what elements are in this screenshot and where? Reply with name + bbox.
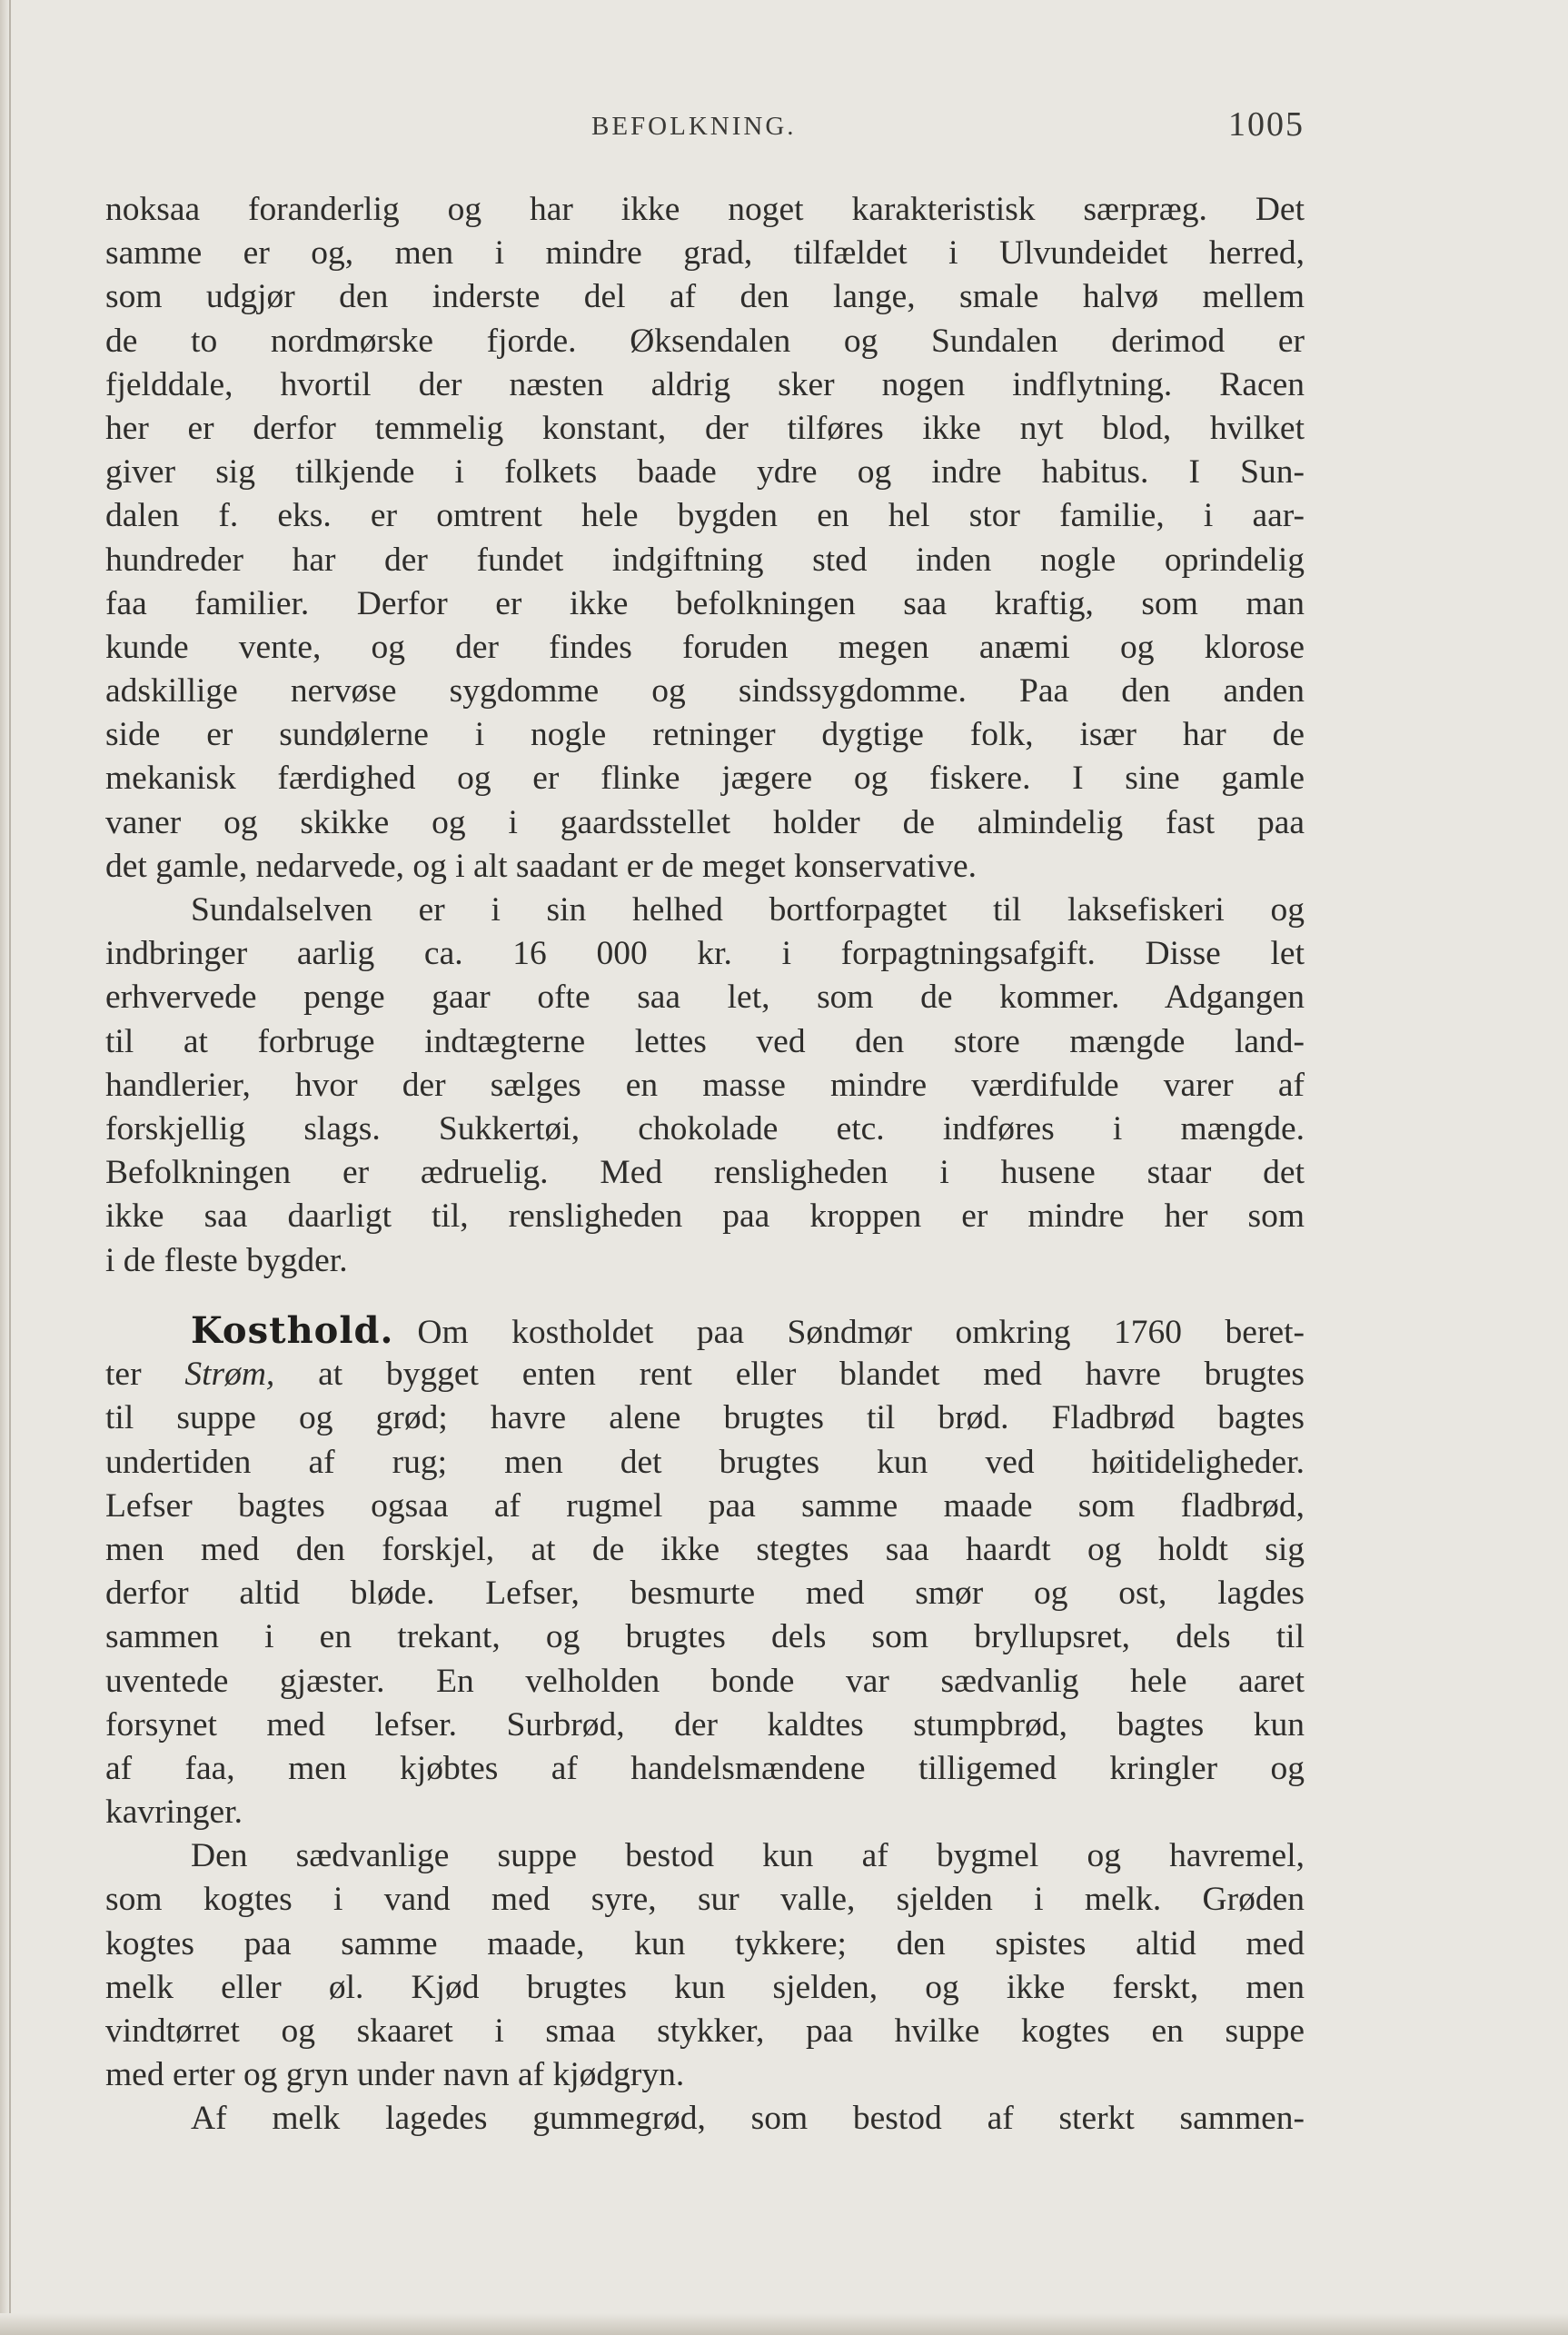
text-line: uventede gjæster. En velholden bonde var sædvanlig hele aaret	[105, 1662, 1305, 1700]
text-line: som kogtes i vand med syre, sur valle, sjelden i melk. Grøden	[105, 1881, 1305, 1919]
text-line: til suppe og grød; havre alene brugtes til brød. Fladbrød bagtes	[105, 1399, 1305, 1437]
text-line: hundreder har der fundet indgiftning sted inden nogle oprindelig	[105, 541, 1305, 579]
page-bottom-shadow	[0, 2313, 1568, 2335]
text-line: det gamle, nedarvede, og i alt saadant er de meget konservative.	[105, 847, 977, 885]
text-line: forsynet med lefser. Surbrød, der kaldtes stumpbrød, bagtes kun	[105, 1705, 1305, 1744]
text-line: melk eller øl. Kjød brugtes kun sjelden, og ikke ferskt, men	[105, 1968, 1305, 2006]
text-line: side er sundølerne i nogle retninger dygtige folk, især har de	[105, 716, 1305, 754]
text-line: undertiden af rug; men det brugtes kun ved høitideligheder.	[105, 1443, 1305, 1481]
text-line: indbringer aarlig ca. 16 000 kr. i forpagtningsafgift. Disse let	[105, 935, 1305, 973]
text-line: kunde vente, og der findes foruden megen anæmi og klorose	[105, 628, 1305, 666]
text-line: vindtørret og skaaret i smaa stykker, paa hvilke kogtes en suppe	[105, 2012, 1305, 2050]
text-line: fjelddale, hvortil der næsten aldrig sker nogen indflytning. Racen	[105, 365, 1305, 403]
author-name-strom: Strøm,	[184, 1356, 275, 1394]
section-kosthold-text	[105, 1309, 1305, 2141]
header-title: BEFOLKNING.	[591, 112, 797, 141]
page-edge-left	[0, 0, 9, 2335]
text-line: i de fleste bygder.	[105, 1241, 348, 1279]
section-befolkning-text	[105, 188, 1305, 1283]
running-header	[105, 104, 1305, 159]
text-line: men med den forskjel, at de ikke stegtes saa haardt og holdt sig	[105, 1530, 1305, 1568]
text-line: giver sig tilkjende i folkets baade ydre og indre habitus. I Sun-	[105, 453, 1305, 492]
text-line: Befolkningen er ædruelig. Med rensligheden i husene staar det	[105, 1154, 1305, 1192]
text-line: ikke saa daarligt til, rensligheden paa kroppen er mindre her som	[105, 1197, 1305, 1236]
text-line: forskjellig slags. Sukkertøi, chokolade etc. indføres i mængde.	[105, 1109, 1305, 1148]
text-line: Af melk lagedes gummegrød, som bestod af sterkt sammen-	[191, 2100, 1305, 2138]
kosthold-second-line	[105, 1353, 1305, 1396]
text-line: Sundalselven er i sin helhed bortforpagtet til laksefiskeri og	[191, 891, 1305, 929]
text-line: med erter og gryn under navn af kjødgryn.	[105, 2056, 685, 2094]
page-edge-line	[9, 0, 11, 2335]
text-line: handlerier, hvor der sælges en masse mindre værdifulde varer af	[105, 1066, 1305, 1104]
section-heading-kosthold: Kosthold.	[191, 1309, 394, 1352]
text-line: sammen i en trekant, og brugtes dels som bryllupsret, dels til	[105, 1618, 1305, 1656]
text-line: Den sædvanlige suppe bestod kun af bygmel og havremel,	[191, 1837, 1305, 1875]
text-line: kogtes paa samme maade, kun tykkere; den spistes altid med	[105, 1924, 1305, 1962]
text-fragment: ter	[105, 1356, 142, 1394]
text-line: til at forbruge indtægterne lettes ved den store mængde land-	[105, 1022, 1305, 1060]
text-line: her er derfor temmelig konstant, der tilføres ikke nyt blod, hvilket	[105, 409, 1305, 447]
text-line: adskillige nervøse sygdomme og sindssygdomme. Paa den anden	[105, 672, 1305, 710]
text-line: vaner og skikke og i gaardsstellet holder de almindelig fast paa	[105, 803, 1305, 841]
kosthold-first-line	[105, 1309, 1305, 1353]
text-line: de to nordmørske fjorde. Øksendalen og Sundalen derimod er	[105, 322, 1305, 360]
text-line: faa familier. Derfor er ikke befolkningen saa kraftig, som man	[105, 584, 1305, 622]
text-line: erhvervede penge gaar ofte saa let, som de kommer. Adgangen	[105, 979, 1305, 1017]
text-line: af faa, men kjøbtes af handelsmændene tilligemed kringler og	[105, 1749, 1305, 1787]
text-line: noksaa foranderlig og har ikke noget karakteristisk særpræg. Det	[105, 191, 1305, 228]
text-fragment: at bygget enten rent eller blandet med havre brugtes	[318, 1356, 1305, 1394]
text-line: samme er og, men i mindre grad, tilfældet i Ulvundeidet herred,	[105, 234, 1305, 273]
text-line: som udgjør den inderste del af den lange, smale halvø mellem	[105, 278, 1305, 316]
text-line: dalen f. eks. er omtrent hele bygden en hel stor familie, i aar-	[105, 497, 1305, 535]
text-line: derfor altid bløde. Lefser, besmurte med smør og ost, lagdes	[105, 1575, 1305, 1613]
text-line: mekanisk færdighed og er flinke jægere og fiskere. I sine gamle	[105, 760, 1305, 798]
text-line: Lefser bagtes ogsaa af rugmel paa samme maade som fladbrød,	[105, 1486, 1305, 1525]
text-line: kavringer.	[105, 1793, 243, 1832]
text-fragment: Om kostholdet paa Søndmør omkring 1760 beret-	[417, 1314, 1305, 1351]
page-number: 1005	[1228, 105, 1305, 144]
